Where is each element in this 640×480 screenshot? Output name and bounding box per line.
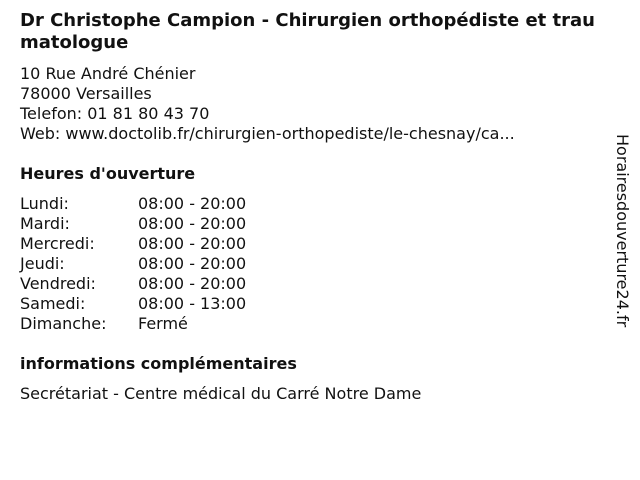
page-title: Dr Christophe Campion - Chirurgien orthopédiste et traumatologue	[20, 10, 595, 53]
hours-value: 08:00 - 20:00	[138, 194, 247, 213]
hours-row-lundi	[20, 194, 246, 214]
hours-value: 08:00 - 13:00	[138, 294, 247, 313]
website-link[interactable]: www.doctolib.fr/chirurgien-orthopediste/le-chesnay/ca...	[65, 124, 515, 143]
hours-table	[20, 194, 246, 334]
day-label: Lundi:	[20, 194, 69, 213]
phone-line	[20, 104, 515, 124]
address-line-1: 10 Rue André Chénier	[20, 64, 196, 83]
phone-label: Telefon:	[20, 104, 83, 123]
hours-value: 08:00 - 20:00	[138, 254, 247, 273]
hours-row-mardi	[20, 214, 246, 234]
info-heading: informations complémentaires	[20, 354, 297, 373]
hours-row-jeudi	[20, 254, 246, 274]
address-line-2: 78000 Versailles	[20, 84, 152, 103]
hours-row-mercredi	[20, 234, 246, 254]
hours-row-samedi	[20, 294, 246, 314]
day-label: Mercredi:	[20, 234, 95, 253]
day-label: Jeudi:	[20, 254, 65, 273]
info-text: Secrétariat - Centre médical du Carré Notre Dame	[20, 384, 422, 403]
web-label: Web:	[20, 124, 61, 143]
phone-number[interactable]: 01 81 80 43 70	[87, 104, 210, 123]
hours-value: 08:00 - 20:00	[138, 234, 247, 253]
day-label: Mardi:	[20, 214, 70, 233]
hours-row-dimanche	[20, 314, 246, 334]
hours-value: 08:00 - 20:00	[138, 214, 247, 233]
web-line	[20, 124, 515, 144]
hours-row-vendredi	[20, 274, 246, 294]
hours-heading: Heures d'ouverture	[20, 164, 196, 183]
contact-block	[20, 64, 515, 144]
hours-value: 08:00 - 20:00	[138, 274, 247, 293]
day-label: Vendredi:	[20, 274, 96, 293]
day-label: Samedi:	[20, 294, 86, 313]
brand-watermark[interactable]: Horairesdouverture24.fr	[613, 134, 632, 328]
hours-value: Fermé	[138, 314, 188, 333]
day-label: Dimanche:	[20, 314, 107, 333]
